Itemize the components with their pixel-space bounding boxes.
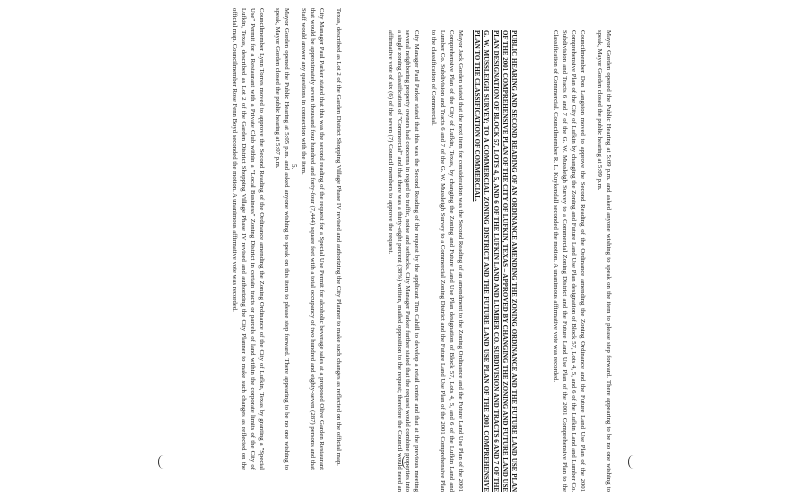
text-column-1 [221,8,342,470]
scan-mark [158,455,169,469]
paragraph: Texas, described as Lot 2 of the Garden District Shopping Village Phase IV revised and authorizing the City Planner to make such changes as reflected on the official map. [335,8,342,466]
item-number: 5. [290,164,298,170]
scan-mark [402,455,413,469]
paragraph: Mayor Gorden opened the Public Hearing at 5:09 p.m. and asked anyone wishing to speak on the item to please step forward. There appearing to be no one wishing to speak, Mayor Gorden closed the public hearing at 5:09 p.m. [596,30,612,492]
text-column-2 [377,30,518,492]
paragraph: City Manager Paul Parker stated that this was the Second Reading of the request by the applicant Tim Cahill to develop a retail center and that at the previous meeting several neighboring property owners had concerns in regard to traffic, noise and setbacks. City Manager Parker further stated that the request would combine properties into a single zoning classification of "Commercial" and that there was a thirty-eight percent (38%) written, mailed opposition to the request; therefore the Council would need an affirmative vote of six (6) of the seven (7) Council members to approve the request. [386,30,421,492]
agenda-item-heading: PUBLIC HEARING AND SECOND READING OF AN ORDINANCE AMENDING THE ZONING ORDINANCE AND THE FUTURE LAND USE PLAN OF THE 2001 COMPREHENSIVE PLAN OF THE CITY OF LUFKIN, TEXAS – APPROVED BY CHANGING THE ZONING AND FUTURE LAND USE PLAN DESIGNATION OF BLOCK 57, LOTS 4, 5, AND 6 OF THE LUFKIN LAND AND LUMBER CO. SUBDIVISION AND TRACTS 6 AND 7 OF THE G. W. MUSSLEIGH SURVEY; TO A COMMERCIAL ZONING DISTRICT AND THE FUTURE LAND USE PLAN OF THE 2001 COMPREHENSIVE PLAN TO THE CLASSIFICATION OF COMMERCIAL. [473,30,517,492]
paragraph: Councilmember Lynn Torres moved to approve the Second Reading of the Ordinance amending the Zoning Ordinance of the City of Lufkin, Texas by granting a "Special Use" Permit for a Restaurant with a Private Club within a "Local Business" Zoning District in certain tracts or parcels of land within the corporate limits of the City of Lufkin, Texas, described as Lot 2 of the Garden District Shopping Village Phase IV revised and authorizing the City Planner to make such changes as reflected on the official map. Councilmember Rose Fenn Boyd seconded the motion. A unanimous affirmative vote was recorded. [230,8,265,470]
paragraph: Councilmember Don Langston moved to approve the Second Reading of the Ordinance amending the Zoning Ordinance and the Future Land Use Plan of the 2001 Comprehensive Plan of the City of Lufkin by changing the Zoning and Future Land Use Plan designation of Block 57, Lots 4, 5, and 6 of the Lufkin Land and Lumber Co. Subdivision and Tracts 6 and 7 of the G. W. Mussleigh Survey to a Commercial Zoning District and the Future Land Use Plan of the 2001 Comprehensive Plan to the Classification of Commercial. Councilmember R. L. Kuykendall seconded the motion. A unanimous affirmative vote was recorded. [552,30,587,492]
scan-mark [628,455,639,469]
paragraph: Mayor Jack Gorden stated that the next item for consideration was the Second Reading of an amendment to the Zoning Ordinance and the Future Land Use Plan of the 2001 Comprehensive Plan of the City of Lufkin, Texas, by changing the Zoning and Future Land Use Plan designation of Block 57, Lots 4, 5, and 6 of the Lufkin Land and Lumber Co. Subdivision and Tracts 6 and 7 of the G. W. Mussleigh Survey to a Commercial Zoning District and the Future Land Use Plan of the 2001 Comprehensive Plan to the classification of Commercial. [430,30,464,492]
paragraph: Mayor Gorden opened the Public Hearing at 5:05 p.m. and asked anyone wishing to speak on this item to please step forward. There appearing to be no one wishing to speak, Mayor Gorden closed the public hearing at 5:07 p.m. [274,8,291,470]
text-column-3 [543,30,612,492]
paragraph: City Manager Paul Parker stated that this was the second reading of the request for a Special Use Permit for alcoholic beverage sales at a proposed Olive Garden Restaurant that would be approximately seven thousand four hundred and forty-four (7,444) square feet with a total occupancy of two hundred and eighty-seven (287) persons and that Staff would answer any questions in connection with the item. [300,8,326,470]
